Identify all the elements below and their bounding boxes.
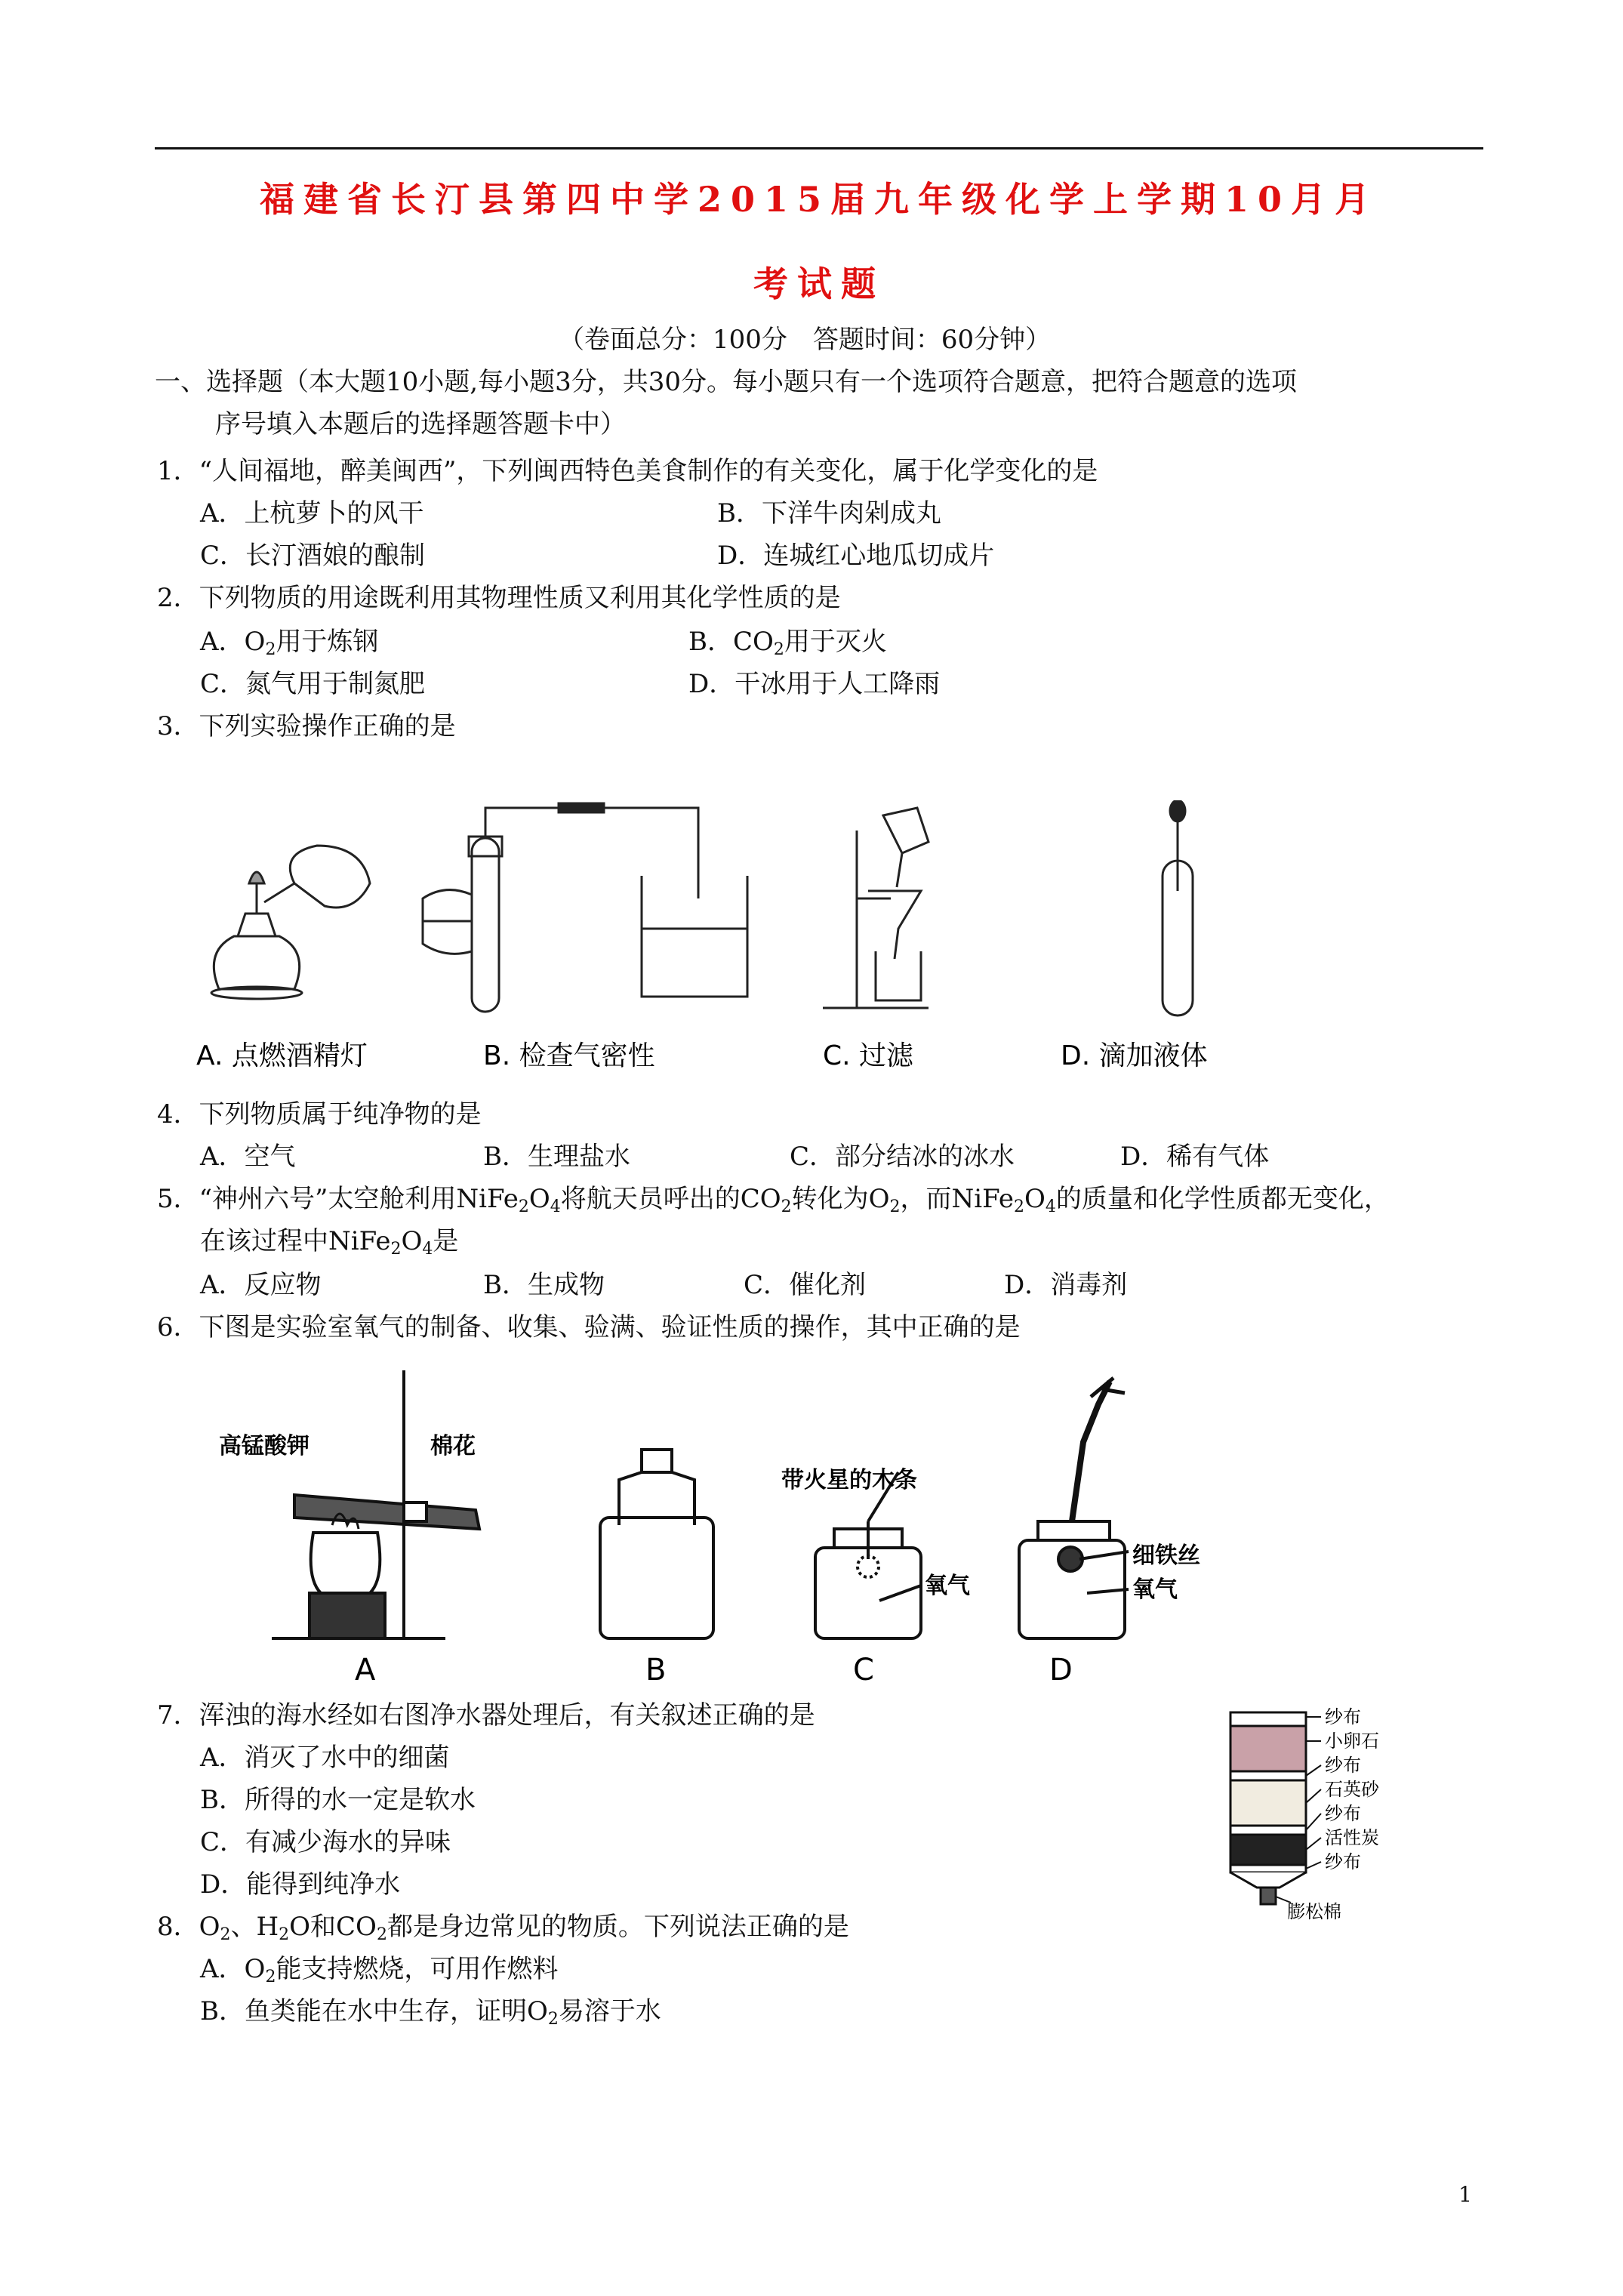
q1-option-c: C．长汀酒娘的酿制 — [200, 541, 426, 571]
q5-option-a: A．反应物 — [200, 1270, 322, 1300]
filter-label-3: 纱布 — [1325, 1755, 1361, 1776]
q3-caption-b: B. 检查气密性 — [483, 1040, 655, 1071]
doc-title-line1: 福建省长汀县第四中学2015届九年级化学上学期10月月 — [259, 179, 1379, 220]
q2-stem: 2．下列物质的用途既利用其物理性质又利用其化学性质的是 — [157, 583, 841, 613]
filter-label-5: 纱布 — [1325, 1803, 1361, 1824]
alcohol-lamp-icon — [211, 846, 370, 999]
q5-option-b: B．生成物 — [483, 1270, 605, 1300]
label-iron-wire: 细铁丝 — [1132, 1542, 1200, 1569]
q3-stem: 3．下列实验操作正确的是 — [157, 711, 456, 741]
q3-caption-d: D. 滴加液体 — [1061, 1040, 1208, 1071]
q1-option-d: D．连城红心地瓜切成片 — [717, 541, 995, 571]
q8-option-b: B．鱼类能在水中生存，证明$O_2$易溶于水 — [200, 1996, 661, 2029]
iron-wire-combustion-bottle-icon — [1019, 1378, 1129, 1638]
dropper-test-tube-icon — [1163, 800, 1193, 1015]
q4-option-b: B．生理盐水 — [483, 1142, 630, 1172]
label-cotton: 棉花 — [430, 1433, 476, 1459]
q2-option-d: D．干冰用于人工降雨 — [688, 669, 941, 699]
doc-title-line2: 考试题 — [753, 264, 885, 304]
q4-stem: 4．下列物质属于纯净物的是 — [157, 1099, 482, 1130]
heating-apparatus-icon — [272, 1370, 479, 1638]
q3-operations-figure — [174, 800, 1268, 1080]
filter-label-2: 小卵石 — [1325, 1730, 1379, 1752]
page-number: 1 — [1458, 2182, 1472, 2207]
q1-option-a: A．上杭萝卜的风干 — [200, 498, 424, 529]
q4-option-d: D．稀有气体 — [1120, 1142, 1270, 1172]
q6-oxygen-figure — [219, 1359, 1230, 1691]
q4-option-a: A．空气 — [200, 1142, 296, 1172]
exam-info: （卷面总分：100分 答题时间：60分钟） — [559, 325, 1052, 355]
gas-collection-bottle-icon — [600, 1450, 713, 1638]
q1-stem: 1．“人间福地，醉美闽西”，下列闽西特色美食制作的有关变化，属于化学变化的是 — [157, 456, 1098, 486]
q6-figure-d-label: D — [1049, 1653, 1073, 1687]
filter-label-8: 膨松棉 — [1287, 1901, 1341, 1922]
label-oxygen-c: 氧气 — [925, 1573, 970, 1599]
q7-option-d: D．能得到纯净水 — [200, 1869, 401, 1900]
label-kmno4: 高锰酸钾 — [219, 1433, 310, 1459]
q5-option-d: D．消毒剂 — [1004, 1270, 1128, 1300]
q6-figure-c-label: C — [853, 1653, 874, 1687]
q8-option-a: A．$O_2$能支持燃烧，可用作燃料 — [200, 1954, 559, 1986]
q5-stem-cont: 在该过程中$NiFe_2O_4$是 — [200, 1226, 459, 1259]
q2-option-a: A．$O_2$用于炼钢 — [200, 627, 379, 659]
q3-caption-c: C. 过滤 — [823, 1040, 914, 1071]
q6-figure-b-label: B — [645, 1653, 667, 1687]
q7-option-b: B．所得的水一定是软水 — [200, 1785, 476, 1815]
header-rule — [155, 147, 1483, 149]
q6-figure-a-label: A — [355, 1653, 376, 1687]
q5-stem: 5．“神州六号”太空舱利用$NiFe_2O_4$将航天员呼出的$CO_2$转化为$O_2$，而$NiFe_2O_4$的质量和化学性质都无变化， — [157, 1184, 1390, 1216]
q2-option-b: B．$CO_2$用于灭火 — [688, 627, 887, 659]
glowing-splint-bottle-icon — [815, 1472, 921, 1638]
q7-option-a: A．消灭了水中的细菌 — [200, 1743, 450, 1773]
q6-stem: 6．下图是实验室氧气的制备、收集、验满、验证性质的操作，其中正确的是 — [157, 1312, 1021, 1342]
filter-label-6: 活性炭 — [1325, 1827, 1379, 1848]
label-oxygen-d: 氧气 — [1132, 1576, 1178, 1603]
water-purifier-figure — [1215, 1699, 1457, 1925]
q2-option-c: C．氮气用于制氮肥 — [200, 669, 426, 699]
filtration-apparatus-icon — [823, 808, 929, 1008]
q3-caption-a: A. 点燃酒精灯 — [196, 1040, 368, 1071]
q4-option-c: C．部分结冰的冰水 — [790, 1142, 1015, 1172]
filter-label-1: 纱布 — [1325, 1706, 1361, 1727]
filter-label-7: 纱布 — [1325, 1851, 1361, 1872]
q7-option-c: C．有减少海水的异味 — [200, 1827, 451, 1857]
q5-option-c: C．催化剂 — [744, 1270, 867, 1300]
q1-option-b: B．下洋牛肉剁成丸 — [717, 498, 941, 529]
filter-label-4: 石英砂 — [1325, 1779, 1379, 1800]
airtightness-apparatus-icon — [423, 803, 747, 1012]
section1-heading-cont: 序号填入本题后的选择题答题卡中） — [215, 409, 626, 439]
q8-stem: 8．$O_2$、$H_2O$和$CO_2$都是身边常见的物质。下列说法正确的是 — [157, 1912, 849, 1944]
section1-heading: 一、选择题（本大题10小题,每小题3分，共30分。每小题只有一个选项符合题意，把符合题意的选项 — [155, 367, 1297, 397]
label-glowing-splint: 带火星的木条 — [781, 1467, 917, 1493]
q7-stem: 7．浑浊的海水经如右图净水器处理后，有关叙述正确的是 — [157, 1700, 815, 1730]
